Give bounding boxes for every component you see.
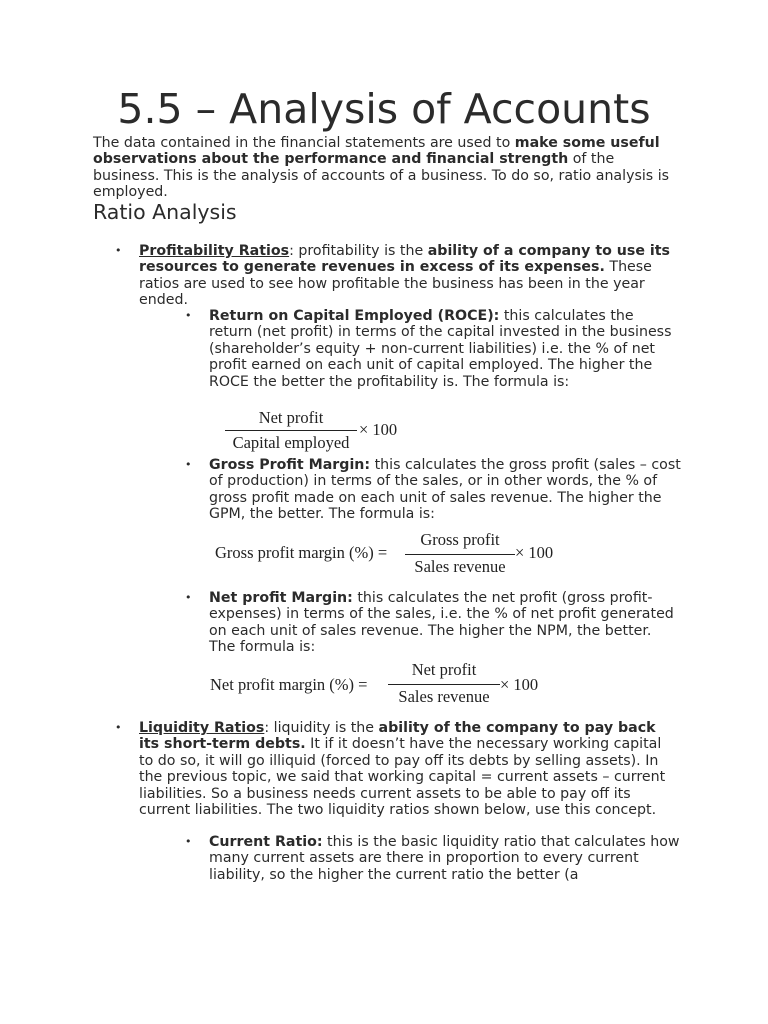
section-heading: Ratio Analysis [93, 200, 237, 224]
gpm-lhs: Gross profit margin (%) = [215, 543, 388, 562]
liquidity-bold: ability of the company to pay back its short-term debts. [139, 720, 656, 753]
liquidity-text-2: It if it doesn’t have the necessary working capital to do so, it will go illiquid (forced to pay off its debts by selling assets). In the previous topic, we said that working capital = current assets – current liabilities. So a business needs current assets to be able to pay off its current liabilities. The two liquidity ratios shown below, use this concept. [139, 736, 666, 819]
profitability-paragraph [139, 243, 679, 309]
roce-formula [225, 408, 415, 454]
npm-multiplier: × 100 [500, 675, 539, 694]
gpm-multiplier: × 100 [515, 543, 554, 562]
intro-text-1: The data contained in the financial statements are used to [93, 135, 515, 151]
bullet-roce: • [185, 309, 192, 322]
current-ratio-label: Current Ratio: [209, 834, 323, 850]
bullet-liquidity: • [115, 721, 122, 734]
profitability-text-1: : profitability is the [289, 243, 428, 259]
liquidity-label: Liquidity Ratios [139, 720, 265, 736]
gpm-fraction-bar [405, 554, 515, 555]
npm-fraction-bar [388, 684, 500, 685]
gpm-denominator: Sales revenue [414, 557, 506, 576]
bullet-current-ratio: • [185, 835, 192, 848]
current-ratio-paragraph [209, 834, 681, 883]
roce-label: Return on Capital Employed (ROCE): [209, 308, 500, 324]
roce-text: this calculates the return (net profit) in terms of the capital invested in the business (shareholder’s equity + non-current liabilities) i.e. the % of net profit earned on each unit of capital employed. The higher the ROCE the better the profitability is. The formula is: [209, 308, 672, 390]
gpm-numerator: Gross profit [420, 530, 500, 549]
gpm-label: Gross Profit Margin: [209, 457, 371, 473]
profitability-bold: ability of a company to use its resources to generate revenues in excess of its expenses. [139, 243, 671, 276]
npm-paragraph [209, 590, 681, 656]
current-ratio-text: this is the basic liquidity ratio that calculates how many current assets are there in proportion to every current liability, so the higher the current ratio the better (a [209, 834, 680, 883]
roce-paragraph [209, 308, 681, 390]
bullet-gpm: • [185, 458, 192, 471]
bullet-profitability: • [115, 244, 122, 257]
gpm-paragraph [209, 457, 681, 523]
liquidity-paragraph [139, 720, 679, 818]
roce-fraction-bar [225, 430, 357, 431]
npm-formula [210, 660, 570, 708]
npm-label: Net profit Margin: [209, 590, 353, 606]
intro-paragraph [93, 135, 673, 201]
bullet-npm: • [185, 591, 192, 604]
intro-bold: make some useful observations about the performance and financial strength [93, 135, 660, 168]
page-title: 5.5 – Analysis of Accounts [117, 85, 651, 133]
npm-denominator: Sales revenue [398, 687, 490, 706]
roce-multiplier: × 100 [359, 420, 398, 439]
profitability-text-2: These ratios are used to see how profitable the business has been in the year ended. [139, 259, 652, 309]
roce-denominator: Capital employed [232, 433, 350, 452]
npm-numerator: Net profit [411, 660, 477, 679]
roce-numerator: Net profit [258, 408, 324, 427]
npm-lhs: Net profit margin (%) = [210, 675, 368, 694]
gpm-formula [215, 530, 575, 578]
gpm-text: this calculates the gross profit (sales – cost of production) in terms of the sales, or in other words, the % of gross profit made on each unit of sales revenue. The higher the GPM, the better. The formula is: [209, 457, 681, 523]
liquidity-text-1: : liquidity is the [264, 720, 379, 736]
npm-text: this calculates the net profit (gross profit-expenses) in terms of the sales, i.e. the % of net profit generated on each unit of sales revenue. The higher the NPM, the better. The formula is: [209, 590, 674, 656]
intro-text-2: of the business. This is the analysis of accounts of a business. To do so, ratio analysis is employed. [93, 151, 670, 201]
profitability-label: Profitability Ratios [139, 243, 290, 259]
